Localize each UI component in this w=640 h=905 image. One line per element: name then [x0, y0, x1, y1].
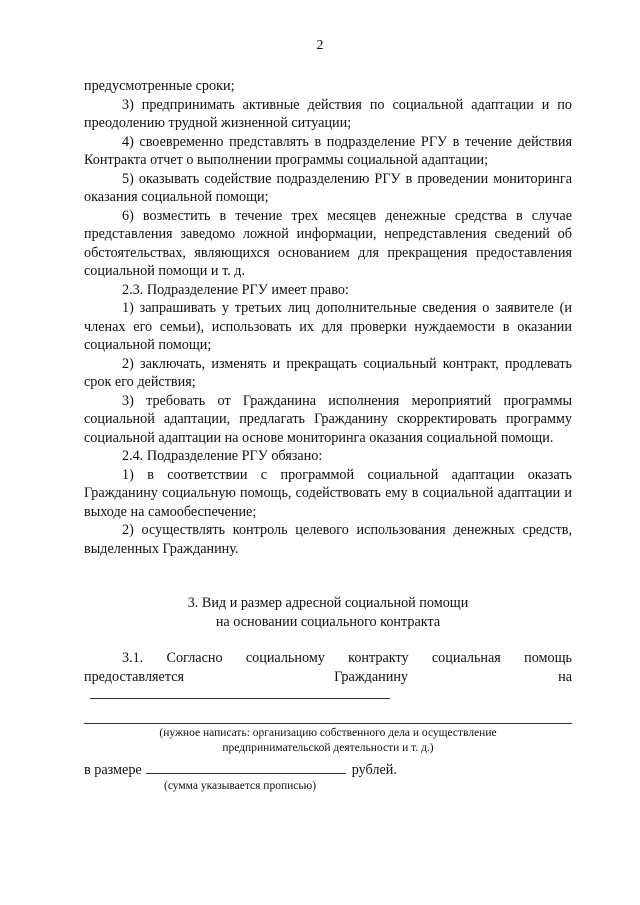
- paragraph: 5) оказывать содействие подразделению РГУ в проведении мониторинга оказания социальной помощи;: [84, 170, 572, 205]
- page-number: 2: [316, 38, 324, 53]
- amount-suffix: рублей.: [351, 761, 397, 778]
- field-note-line: предпринимательской деятельности и т. д.): [222, 741, 434, 754]
- paragraph: 6) возместить в течение трех месяцев денежные средства в случае представления заведомо ложной информации, непредставления сведений об обстоятельствах, являющихся основанием для прекращения предоставления социальной помощи и т. д.: [84, 207, 572, 279]
- paragraph: предусмотренные сроки;: [84, 78, 235, 94]
- blank-field[interactable]: [90, 686, 390, 699]
- section-heading-line: на основании социального контракта: [215, 613, 441, 630]
- paragraph: 3) предпринимать активные действия по социальной адаптации и по преодолению трудной жизненной ситуации;: [84, 96, 572, 131]
- paragraph: 2) заключать, изменять и прекращать социальный контракт, продлевать срок его действия;: [84, 355, 572, 390]
- paragraph: 4) своевременно представлять в подразделение РГУ в течение действия Контракта отчет о выполнении программы социальной адаптации;: [84, 133, 572, 168]
- amount-label: в размере: [84, 761, 142, 778]
- clause-text: 3.1. Согласно социальному контракту социальная помощь предоставляется Гражданину на: [84, 650, 572, 685]
- paragraph: 2.3. Подразделение РГУ имеет право:: [122, 281, 349, 298]
- clause-3-1: [84, 649, 572, 705]
- section-heading: [84, 594, 572, 631]
- paragraph: 2) осуществлять контроль целевого использования денежных средств, выделенных Гражданину.: [84, 522, 572, 557]
- document-body: [84, 77, 572, 794]
- amount-note: (сумма указывается прописью): [164, 780, 317, 792]
- amount-row: [84, 759, 572, 780]
- field-note-line: (нужное написать: организацию собственного дела и осуществление: [159, 726, 497, 739]
- paragraph: 3) требовать от Гражданина исполнения мероприятий программы социальной адаптации, предлагать Гражданину скорректировать программу социальной адаптации на основе мониторинга оказания социальной помощи.: [84, 392, 572, 446]
- paragraph: [84, 649, 572, 705]
- blank-field[interactable]: [84, 709, 572, 724]
- paragraph: 1) запрашивать у третьих лиц дополнительные сведения о заявителе (и членах его семьи), использовать их для проверки нуждаемости в оказании социальной помощи;: [84, 300, 572, 353]
- paragraph: 2.4. Подразделение РГУ обязано:: [122, 448, 323, 464]
- section-heading-line: 3. Вид и размер адресной социальной помощи: [187, 595, 469, 611]
- amount-field[interactable]: [146, 759, 346, 774]
- paragraph: 1) в соответствии с программой социальной адаптации оказать Гражданину социальную помощь, содействовать ему в социальной адаптации и выходе на самообеспечение;: [84, 466, 572, 520]
- field-note: [84, 726, 572, 756]
